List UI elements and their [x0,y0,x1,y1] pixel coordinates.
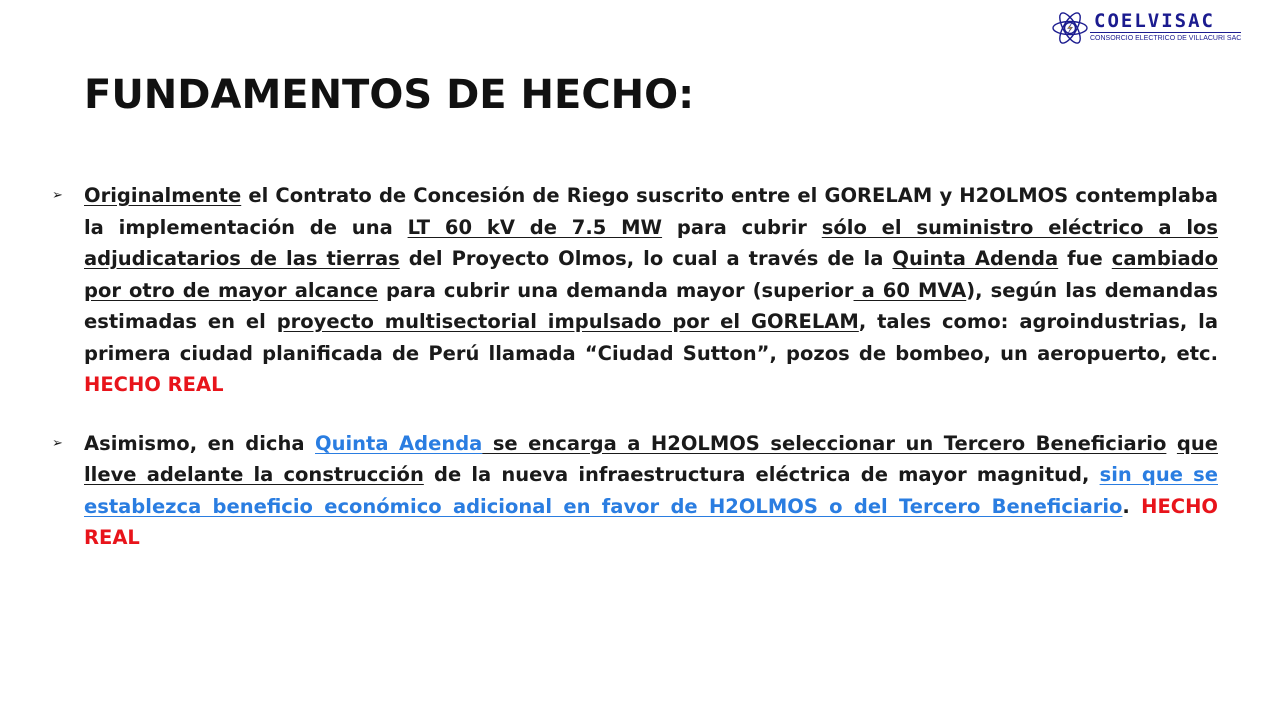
bullet-text-segment: para cubrir [662,215,822,239]
bullet-text-segment: ), según las demandas estimadas en el [84,278,1218,333]
bullet-text-segment: para cubrir una demanda mayor (superior [377,278,854,302]
arrow-bullet-icon: ➢ [52,435,63,451]
arrow-bullet-icon: ➢ [52,188,63,203]
bullet-text-segment: Asimismo, en dicha [84,431,316,455]
bullet-text-segment: proyecto multisectorial impulsado por el GORELAM [276,310,859,333]
bullet-text-segment: sólo el suministro eléctrico a los adjudicatarios de las tierras [84,215,1219,270]
bullet-text-segment: LT 60 kV de 7.5 MW [407,215,663,239]
bullet-text-segment: a 60 MVA [853,278,967,302]
logo-tagline: CONSORCIO ELECTRICO DE VILLACURI SAC [1090,35,1242,42]
bullet-text-segment: el Contrato de Concesión de Riego suscrito entre el GORELAM y H2OLMOS contemplaba la implementación de una [84,184,1218,239]
logo-name: COELVISAC [1094,10,1215,32]
bullet-text-segment: . [1122,494,1142,518]
company-logo [1050,8,1242,48]
bullet-text-segment [1166,432,1177,455]
bullet-text-segment: HECHO REAL [84,494,1218,549]
bullet-text-segment: sin que se establezca beneficio económico adicional en favor de H2OLMOS o del Tercero Beneficiario [84,463,1218,518]
bullet-text-segment: cambiado por otro de mayor alcance [84,247,1218,302]
bullet-text-segment: que lleve adelante la construcción [84,431,1218,486]
bullet-text-segment: Quinta Adenda [892,247,1059,270]
bullet-text-segment: , tales como: agroindustrias, la primera ciudad planificada de Perú llamada “Ciudad Sutton”, pozos de bombeo, un aeropuerto, etc. [84,310,1218,365]
bullet-text-segment: del Proyecto Olmos, lo cual a través de la [399,247,893,270]
page-title: FUNDAMENTOS DE HECHO: [84,72,695,118]
bullet-text-segment: se encarga a H2OLMOS seleccionar un Tercero Beneficiario [482,431,1167,455]
bullet-list [52,180,1218,554]
bullet-text-segment: HECHO REAL [84,373,224,396]
bullet-text-segment: fue [1058,247,1112,270]
bullet-item [52,180,1218,401]
bullet-item [52,428,1218,554]
atom-lightning-icon [1050,8,1090,48]
bullet-text-segment: Quinta Adenda [315,431,483,455]
bullet-text-segment: de la nueva infraestructura eléctrica de mayor magnitud, [423,463,1100,486]
bullet-text-segment: Originalmente [84,184,242,207]
